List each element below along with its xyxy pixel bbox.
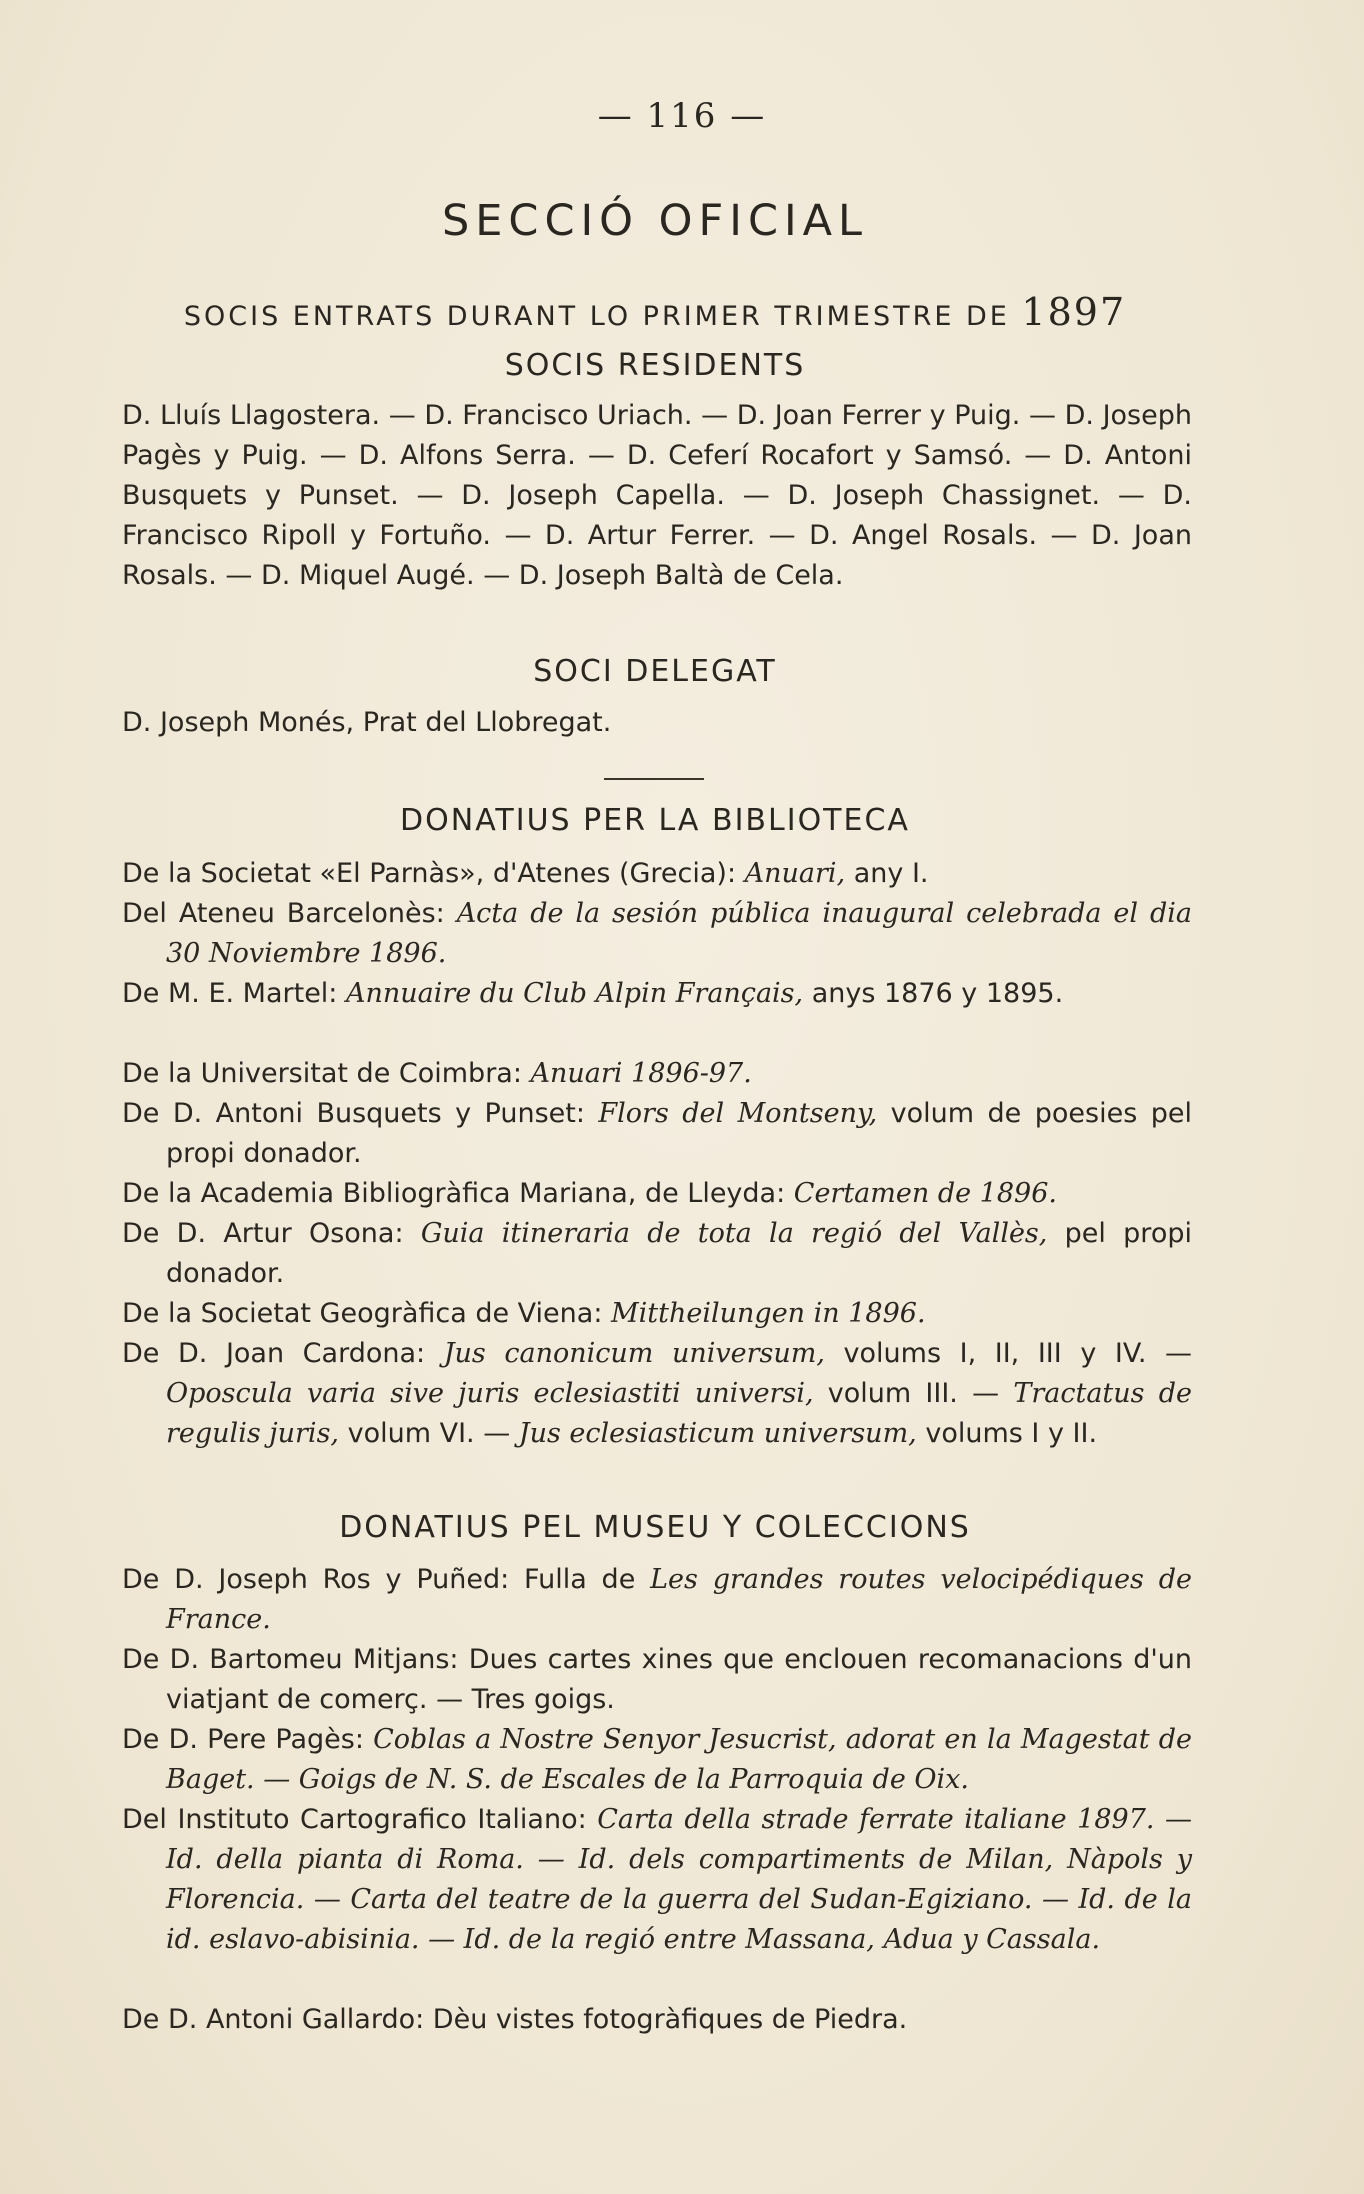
entry-note: pel propi donador. — [166, 1218, 1192, 1289]
entry-work: Coblas a Nostre Senyor Jesucrist, adorat en la Magestat de Baget. — Goigs de N. S. de Escales de la Parroquia de Oix. — [166, 1724, 1192, 1795]
entry-donor: Del Instituto Cartografico Italiano: — [122, 1804, 598, 1835]
entry-work: Jus canonicum universum, — [443, 1338, 825, 1369]
museu-entry — [122, 1560, 1192, 1640]
museu-entry — [122, 1800, 1192, 1960]
museu-entry — [122, 1720, 1192, 1800]
entry-donor: De M. E. Martel: — [122, 978, 346, 1009]
subtitle-text: SOCIS ENTRATS DURANT LO PRIMER TRIMESTRE DE — [183, 301, 1010, 332]
heading-donatius-museu: DONATIUS PEL MUSEU Y COLECCIONS — [339, 1510, 971, 1545]
entry-work: Tractatus de regulis juris, — [166, 1378, 1192, 1449]
entry-donor: De D. Artur Osona: — [122, 1218, 421, 1249]
entry-donor: De D. Pere Pagès: — [122, 1724, 374, 1755]
heading-soci-delegat: SOCI DELEGAT — [533, 654, 777, 689]
entry-donor: De D. Bartomeu Mitjans: Dues cartes xines que enclouen recomanacions d'un viatjant de comerç. — Tres goigs. — [122, 1644, 1192, 1715]
biblioteca-entry — [122, 894, 1192, 974]
entry-work: Flors del Montseny, — [598, 1098, 878, 1129]
entry-work: Oposcula varia sive juris eclesiastiti universi, — [166, 1378, 814, 1409]
subtitle — [0, 290, 1310, 334]
section-title: SECCIÓ OFICIAL — [441, 196, 869, 246]
entry-work: Les grandes routes velocipédiques de France. — [166, 1564, 1192, 1635]
entry-note: volum III. — — [813, 1378, 1014, 1409]
subtitle-year: 1897 — [1021, 290, 1127, 334]
residents-text: D. Lluís Llagostera. — D. Francisco Uriach. — D. Joan Ferrer y Puig. — D. Joseph Pagès y Puig. — D. Alfons Serra. — D. Ceferí Rocafort y Samsó. — D. Antoni Busquets y Punset. — D. Joseph Capella. — D. Joseph Chassignet. — D. Francisco Ripoll y Fortuño. — D. Artur Ferrer. — D. Angel Rosals. — D. Joan Rosals. — D. Miquel Augé. — D. Joseph Baltà de Cela. — [122, 400, 1192, 591]
entry-donor: De D. Antoni Busquets y Punset: — [122, 1098, 599, 1129]
page-number: — 116 — — [597, 96, 767, 136]
entry-work: Jus eclesiasticum universum, — [518, 1418, 917, 1449]
entry-donor: De la Academia Bibliogràfica Mariana, de Lleyda: — [122, 1178, 794, 1209]
entry-note: volum VI. — — [339, 1418, 519, 1449]
entry-work: Carta della strade ferrate italiane 1897. — Id. della pianta di Roma. — Id. dels compartiments de Milan, Nàpols y Florencia. — Carta del teatre de la guerra del Sudan-Egiziano. — Id. de la id. eslavo-abisinia. — Id. de la regió entre Massana, Adua y Cassala. — [166, 1804, 1193, 1955]
section-divider — [604, 778, 704, 780]
delegat-text: D. Joseph Monés, Prat del Llobregat. — [122, 707, 612, 738]
biblioteca-entry — [122, 1174, 1192, 1214]
entry-donor: De la Universitat de Coimbra: — [122, 1058, 531, 1089]
entry-work: Mittheilungen in 1896. — [611, 1298, 926, 1329]
entry-note: volum de poesies pel propi donador. — [166, 1098, 1192, 1169]
entry-work: Certamen de 1896. — [793, 1178, 1057, 1209]
entry-work: Anuari 1896-97. — [530, 1058, 752, 1089]
residents-list — [122, 396, 1192, 596]
museu-entry — [122, 1640, 1192, 1720]
entry-note: volums I, II, III y IV. — — [824, 1338, 1193, 1369]
biblioteca-entry — [122, 1294, 1192, 1334]
entry-donor: De D. Joan Cardona: — [122, 1338, 444, 1369]
entry-donor: Del Ateneu Barcelonès: — [122, 898, 457, 929]
entry-donor: De la Societat «El Parnàs», d'Atenes (Grecia): — [122, 858, 745, 889]
entry-work: Acta de la sesión pública inaugural celebrada el dia 30 Noviembre 1896. — [166, 898, 1192, 969]
biblioteca-entry — [122, 1214, 1192, 1294]
biblioteca-entry — [122, 1054, 1192, 1094]
entry-donor: De D. Joseph Ros y Puñed: Fulla de — [122, 1564, 651, 1595]
entry-work: Anuari, — [744, 858, 846, 889]
entry-work: Guia itineraria de tota la regió del Vallès, — [420, 1218, 1048, 1249]
heading-donatius-biblioteca: DONATIUS PER LA BIBLIOTECA — [400, 803, 910, 838]
biblioteca-entry-cardona — [122, 1334, 1192, 1454]
entry-donor: De D. Antoni Gallardo: Dèu vistes fotogràfiques de Piedra. — [122, 2004, 908, 2035]
entry-work: Annuaire du Club Alpin Français, — [346, 978, 804, 1009]
heading-socis-residents: SOCIS RESIDENTS — [504, 348, 806, 383]
biblioteca-entry — [122, 1094, 1192, 1174]
entry-note: any I. — [845, 858, 929, 889]
biblioteca-entry — [122, 854, 1192, 894]
entry-donor: De la Societat Geogràfica de Viena: — [122, 1298, 612, 1329]
entry-note: anys 1876 y 1895. — [803, 978, 1064, 1009]
biblioteca-entry — [122, 974, 1192, 1014]
entry-note: volums I y II. — [916, 1418, 1098, 1449]
museu-entry — [122, 2000, 1192, 2040]
